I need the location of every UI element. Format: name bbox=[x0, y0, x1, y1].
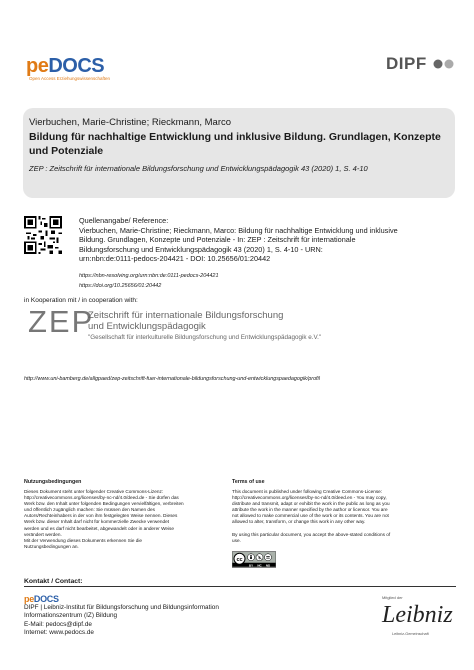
terms-de-text: Dieses Dokument steht unter folgender Creative Commons-Lizenz: http://creativecommons.org/licenses/by-nc-nd/4.0/deed.de - Sie dürfen das Werk bzw. den Inhalt unter folgenden Bedingungen vervielfältigen, verbreiten und öffentlich zugänglich machen: Sie müssen den Namen des Autors/Rechteinhabers in der von ihm festgelegten Weise nennen. Dieses Werk bzw. dieser Inhalt darf nicht für kommerzielle Zwecke verwendet werden und es darf nicht bearbeitet, abgewandelt oder in anderer Weise verändert werden. Mit der Verwendung dieses Dokuments erkennen Sie die Nutzungsbedingungen an. bbox=[24, 489, 184, 549]
qr-code-icon bbox=[24, 216, 62, 254]
contact-email[interactable]: E-Mail: pedocs@dipf.de bbox=[24, 620, 92, 628]
record-title: Bildung für nachhaltige Entwicklung und inklusive Bildung. Grundlagen, Konzepte und Potenziale bbox=[29, 131, 441, 157]
citation-line: urn:nbn:de:0111-pedocs-204421 - DOI: 10.25656/01:20442 bbox=[79, 254, 271, 264]
contact-website[interactable]: Internet: www.pedocs.de bbox=[24, 628, 94, 636]
profile-link[interactable]: http://www.uni-bamberg.de/allgpaed/zep-zeitschrift-fuer-internationale-bildungsforschung-und-entwicklungspaedagogik/profil bbox=[24, 376, 320, 382]
cc-license-badge-icon[interactable] bbox=[232, 551, 276, 568]
urn-link[interactable]: https://nbn-resolving.org/urn:nbn:de:0111-pedocs-204421 bbox=[79, 273, 219, 279]
cooperation-label: in Kooperation mit / in cooperation with: bbox=[24, 297, 138, 304]
citation-heading: Quellenangabe/ Reference: bbox=[79, 216, 169, 225]
cc-text: cc bbox=[236, 556, 243, 563]
cc-nc-text: NC bbox=[257, 563, 262, 568]
terms-de-heading: Nutzungsbedingungen bbox=[24, 479, 82, 485]
dipf-dots-icon bbox=[433, 59, 455, 69]
cc-by-text: BY bbox=[248, 563, 254, 568]
terms-en-heading: Terms of use bbox=[232, 479, 265, 485]
citation-line: Vierbuchen, Marie-Christine; Rieckmann, Marco: Bildung für nachhaltige Entwicklung und inklusive bbox=[79, 225, 398, 235]
contact-heading: Kontakt / Contact: bbox=[24, 578, 83, 585]
leibniz-gemeinschaft-label: Leibniz-Gemeinschaft bbox=[392, 632, 429, 636]
leibniz-member-label: Mitglied der bbox=[382, 595, 403, 600]
pedocs-tagline: Open Access Erziehungswissenschaften bbox=[29, 76, 111, 81]
dipf-logo: DIPF bbox=[386, 54, 427, 73]
citation-line: Bildung. Grundlagen, Konzepte und Potenziale - In: ZEP : Zeitschrift für internationale bbox=[79, 235, 356, 245]
contact-divider bbox=[24, 586, 456, 587]
pedocs-logo: peDOCS bbox=[26, 55, 105, 77]
zep-name: Zeitschrift für internationale Bildungsforschung und Entwicklungspädagogik bbox=[88, 310, 284, 332]
record-journal: ZEP : Zeitschrift für internationale Bildungsforschung und Entwicklungspädagogik 43 (2020) 1, S. 4-10 bbox=[29, 164, 368, 173]
citation-line: Bildungsforschung und Entwicklungspädagogik 43 (2020) 1, S. 4-10 - URN: bbox=[79, 244, 323, 254]
zep-logo: ZEP bbox=[28, 304, 95, 339]
terms-en-text: This document is published under following Creative Commons-License: http://creativecommons.org/licenses/by-nc-nd/4.0/deed.en - You may copy, distribute and transmit, adapt or exhibit the work in the public as long as you attribute the work in the manner specified by the author or licensor. You are not allowed to make commercial use of the work or its contents. You are not allowed to alter, transform, or change this work in any other way. By using this particular document, you accept the above-stated conditions of use. bbox=[232, 489, 445, 544]
citation-links bbox=[79, 271, 219, 291]
contact-pedocs-logo: peDOCS bbox=[24, 594, 59, 604]
record-authors: Vierbuchen, Marie-Christine; Rieckmann, Marco bbox=[29, 117, 232, 128]
citation-block bbox=[79, 216, 439, 264]
zep-society: "Gesellschaft für interkulturelle Bildungsforschung und Entwicklungspädagogik e.V." bbox=[88, 334, 322, 341]
contact-address: DIPF | Leibniz-Institut für Bildungsforschung und Bildungsinformation Informationszentrum (IZ) Bildung E-Mail: pedocs@dipf.de Internet: www.pedocs.de bbox=[24, 604, 219, 636]
doi-link[interactable]: https://doi.org/10.25656/01:20442 bbox=[79, 283, 162, 289]
leibniz-logo: Leibniz bbox=[382, 602, 453, 628]
cc-nd-text: ND bbox=[265, 563, 271, 568]
